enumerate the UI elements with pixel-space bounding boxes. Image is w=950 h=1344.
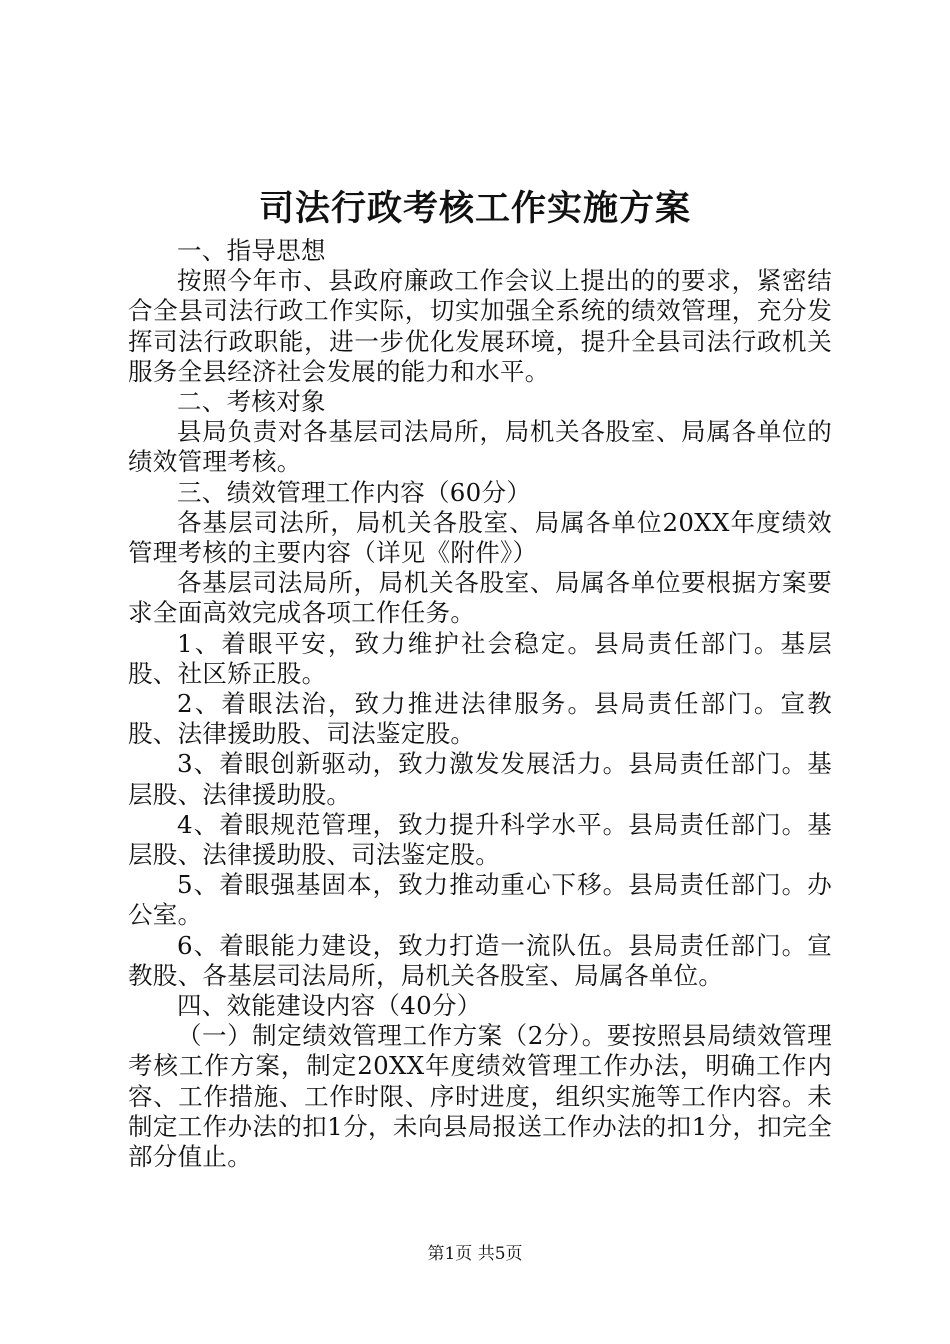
list-item: 3、着眼创新驱动，致力激发发展活力。县局责任部门。基层股、法律援助股。 [128,749,832,809]
paragraph: （一）制定绩效管理工作方案（2分）。要按照县局绩效管理考核工作方案，制定20XX年度绩效管理工作办法，明确工作内容、工作措施、工作时限、序时进度，组织实施等工作内容。未制定工作办法的扣1分，未向县局报送工作办法的扣1分，扣完全部分值止。 [128,1021,832,1172]
paragraph: 各基层司法所，局机关各股室、局属各单位20XX年度绩效管理考核的主要内容（详见《附件》） [128,507,832,568]
document-body [128,236,832,1172]
section-heading-1: 一、指导思想 [177,236,326,265]
list-item: 4、着眼规范管理，致力提升科学水平。县局责任部门。基层股、法律援助股、司法鉴定股。 [128,809,832,870]
section-heading-3: 三、绩效管理工作内容（60分） [177,477,532,507]
paragraph: 按照今年市、县政府廉政工作会议上提出的的要求，紧密结合全县司法行政工作实际，切实加强全系统的绩效管理，充分发挥司法行政职能，进一步优化发展环境，提升全县司法行政机关服务全县经济社会发展的能力和水平。 [128,266,832,386]
document-title: 司法行政考核工作实施方案 [258,188,691,229]
section-heading-4: 四、效能建设内容（40分） [177,991,482,1021]
list-item: 6、着眼能力建设，致力打造一流队伍。县局责任部门。宣教股、各基层司法局所，局机关各股室、局属各单位。 [128,930,832,990]
list-item: 2、着眼法治，致力推进法律服务。县局责任部门。宣教股、法律援助股、司法鉴定股。 [128,689,832,749]
page-footer: 第1页 共5页 [427,1244,523,1264]
section-heading-2: 二、考核对象 [177,387,326,417]
list-item: 5、着眼强基固本，致力推动重心下移。县局责任部门。办公室。 [128,870,832,930]
paragraph: 各基层司法局所，局机关各股室、局属各单位要根据方案要求全面高效完成各项工作任务。 [128,568,832,628]
list-item: 1、着眼平安，致力维护社会稳定。县局责任部门。基层股、社区矫正股。 [128,628,832,688]
paragraph: 县局负责对各基层司法局所，局机关各股室、局属各单位的绩效管理考核。 [128,417,832,477]
